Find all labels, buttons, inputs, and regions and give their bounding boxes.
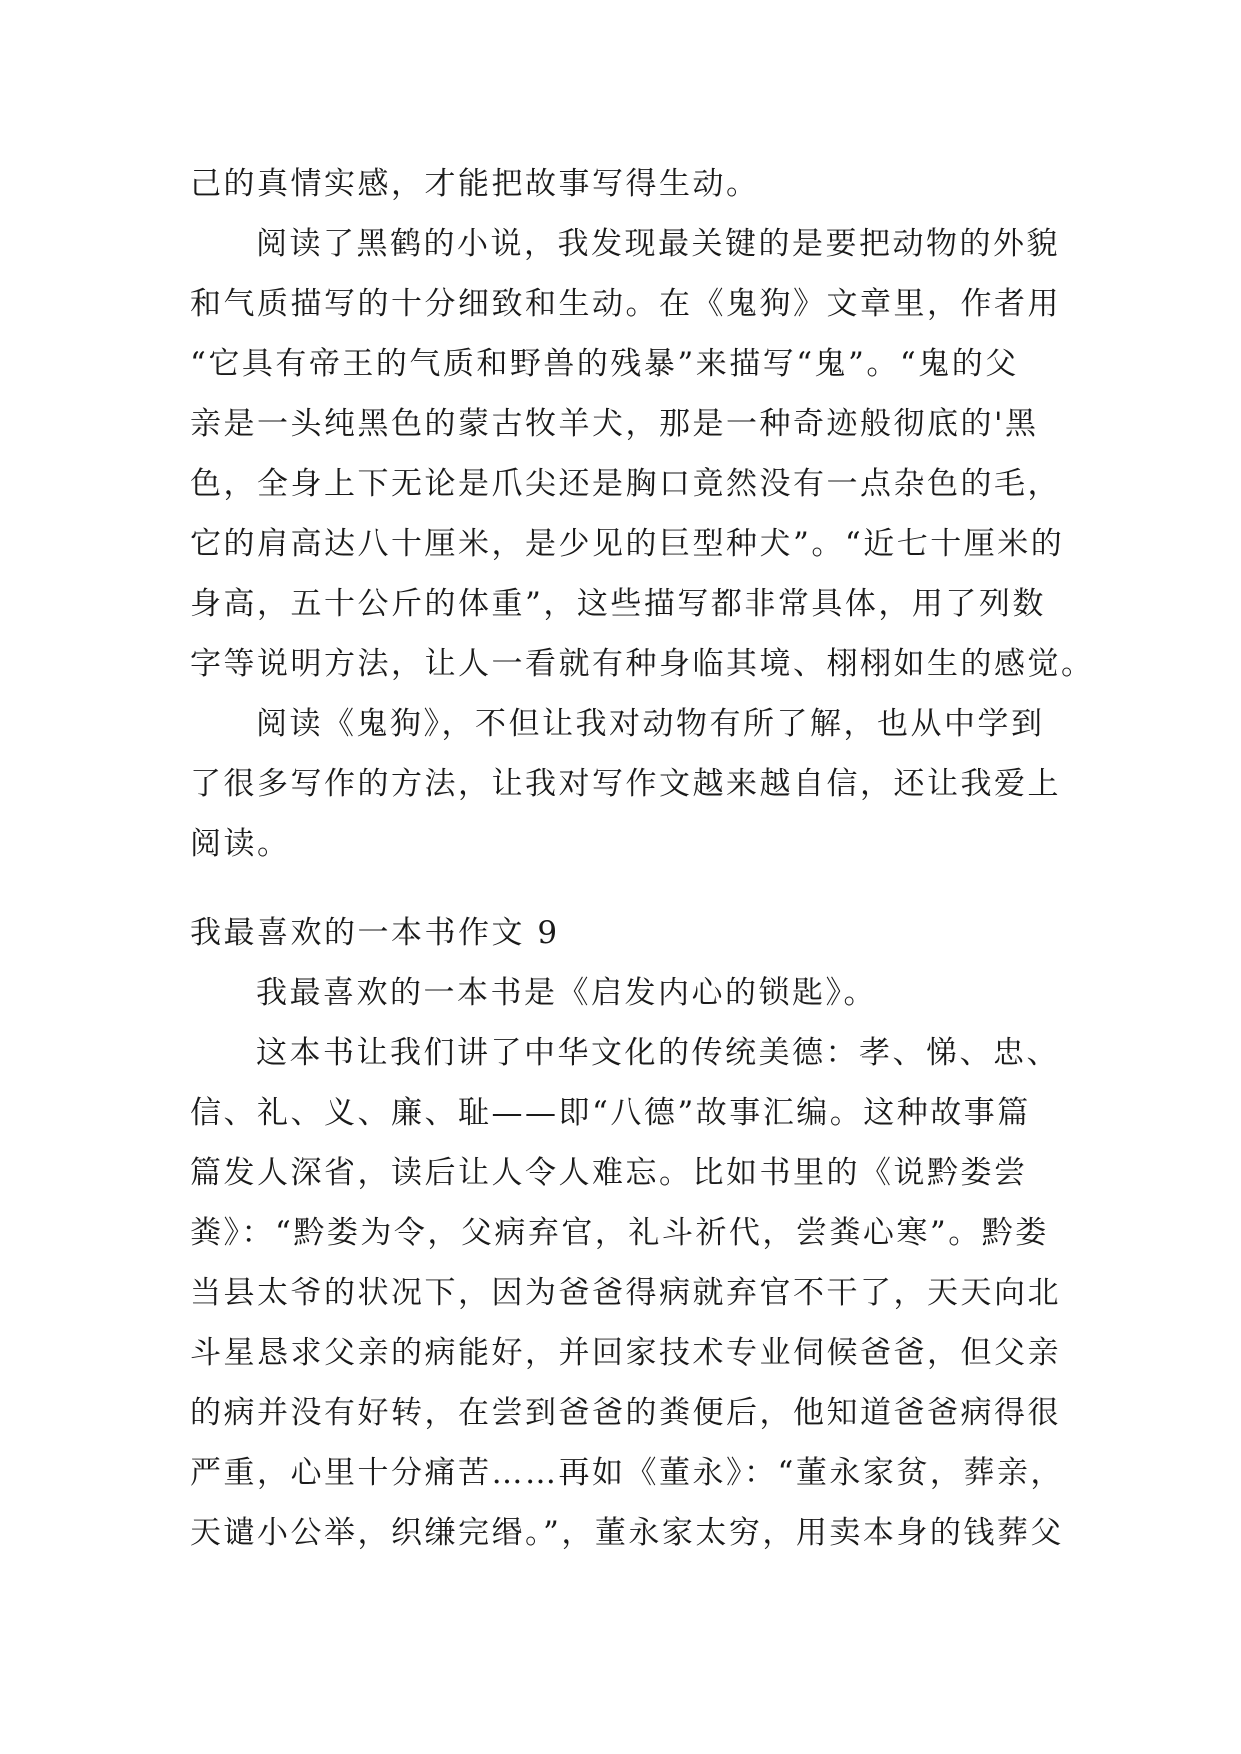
paragraph-line: 身高，五十公斤的体重”，这些描写都非常具体，用了列数 — [190, 586, 1046, 622]
section-heading: 我最喜欢的一本书作文 9 — [190, 915, 560, 951]
paragraph-line: 了很多写作的方法，让我对写作文越来越自信，还让我爱上 — [190, 766, 1061, 802]
paragraph-line: 篇发人深省，读后让人令人难忘。比如书里的《说黔娄尝 — [190, 1155, 1028, 1191]
paragraph-line: 严重，心里十分痛苦……再如《董永》：“董永家贫，葬亲， — [190, 1455, 1064, 1491]
paragraph-line: 阅读了黑鹤的小说，我发现最关键的是要把动物的外貌 — [256, 226, 1060, 262]
paragraph-line: 和气质描写的十分细致和生动。在《鬼狗》文章里，作者用 — [190, 286, 1061, 322]
paragraph-line: 阅读《鬼狗》，不但让我对动物有所了解，也从中学到 — [256, 706, 1045, 742]
paragraph-line: 我最喜欢的一本书是《启发内心的锁匙》。 — [256, 975, 877, 1011]
paragraph-line: 它的肩高达八十厘米，是少见的巨型种犬”。“近七十厘米的 — [190, 526, 1065, 562]
essay-section-b — [190, 903, 1070, 1563]
paragraph-line: 色，全身上下无论是爪尖还是胸口竟然没有一点杂色的毛， — [190, 466, 1061, 502]
paragraph-line: 斗星恳求父亲的病能好，并回家技术专业伺候爸爸，但父亲 — [190, 1335, 1061, 1371]
paragraph-line: 己的真情实感，才能把故事写得生动。 — [190, 166, 760, 202]
paragraph-line: 亲是一头纯黑色的蒙古牧羊犬，那是一种奇迹般彻底的'黑 — [190, 406, 1039, 442]
paragraph-line: 天谴小公举，织缣完缗。”，董永家太穷，用卖本身的钱葬父 — [190, 1515, 1064, 1551]
paragraph-line: 粪》：“黔娄为令，父病弃官，礼斗祈代，尝粪心寒”。黔娄 — [190, 1215, 1049, 1251]
paragraph-line: 字等说明方法，让人一看就有种身临其境、栩栩如生的感觉。 — [190, 646, 1095, 682]
paragraph-line: 当县太爷的状况下，因为爸爸得病就弃官不干了，天天向北 — [190, 1275, 1061, 1311]
paragraph-line: 阅读。 — [190, 826, 291, 862]
paragraph-line: 这本书让我们讲了中华文化的传统美德：孝、悌、忠、 — [256, 1035, 1060, 1071]
essay-section-a — [190, 154, 1095, 874]
paragraph-line: 信、礼、义、廉、耻——即“八德”故事汇编。这种故事篇 — [190, 1095, 1031, 1131]
paragraph-line: “它具有帝王的气质和野兽的残暴”来描写“鬼”。“鬼的父 — [190, 346, 1019, 382]
paragraph-line: 的病并没有好转，在尝到爸爸的粪便后，他知道爸爸病得很 — [190, 1395, 1061, 1431]
